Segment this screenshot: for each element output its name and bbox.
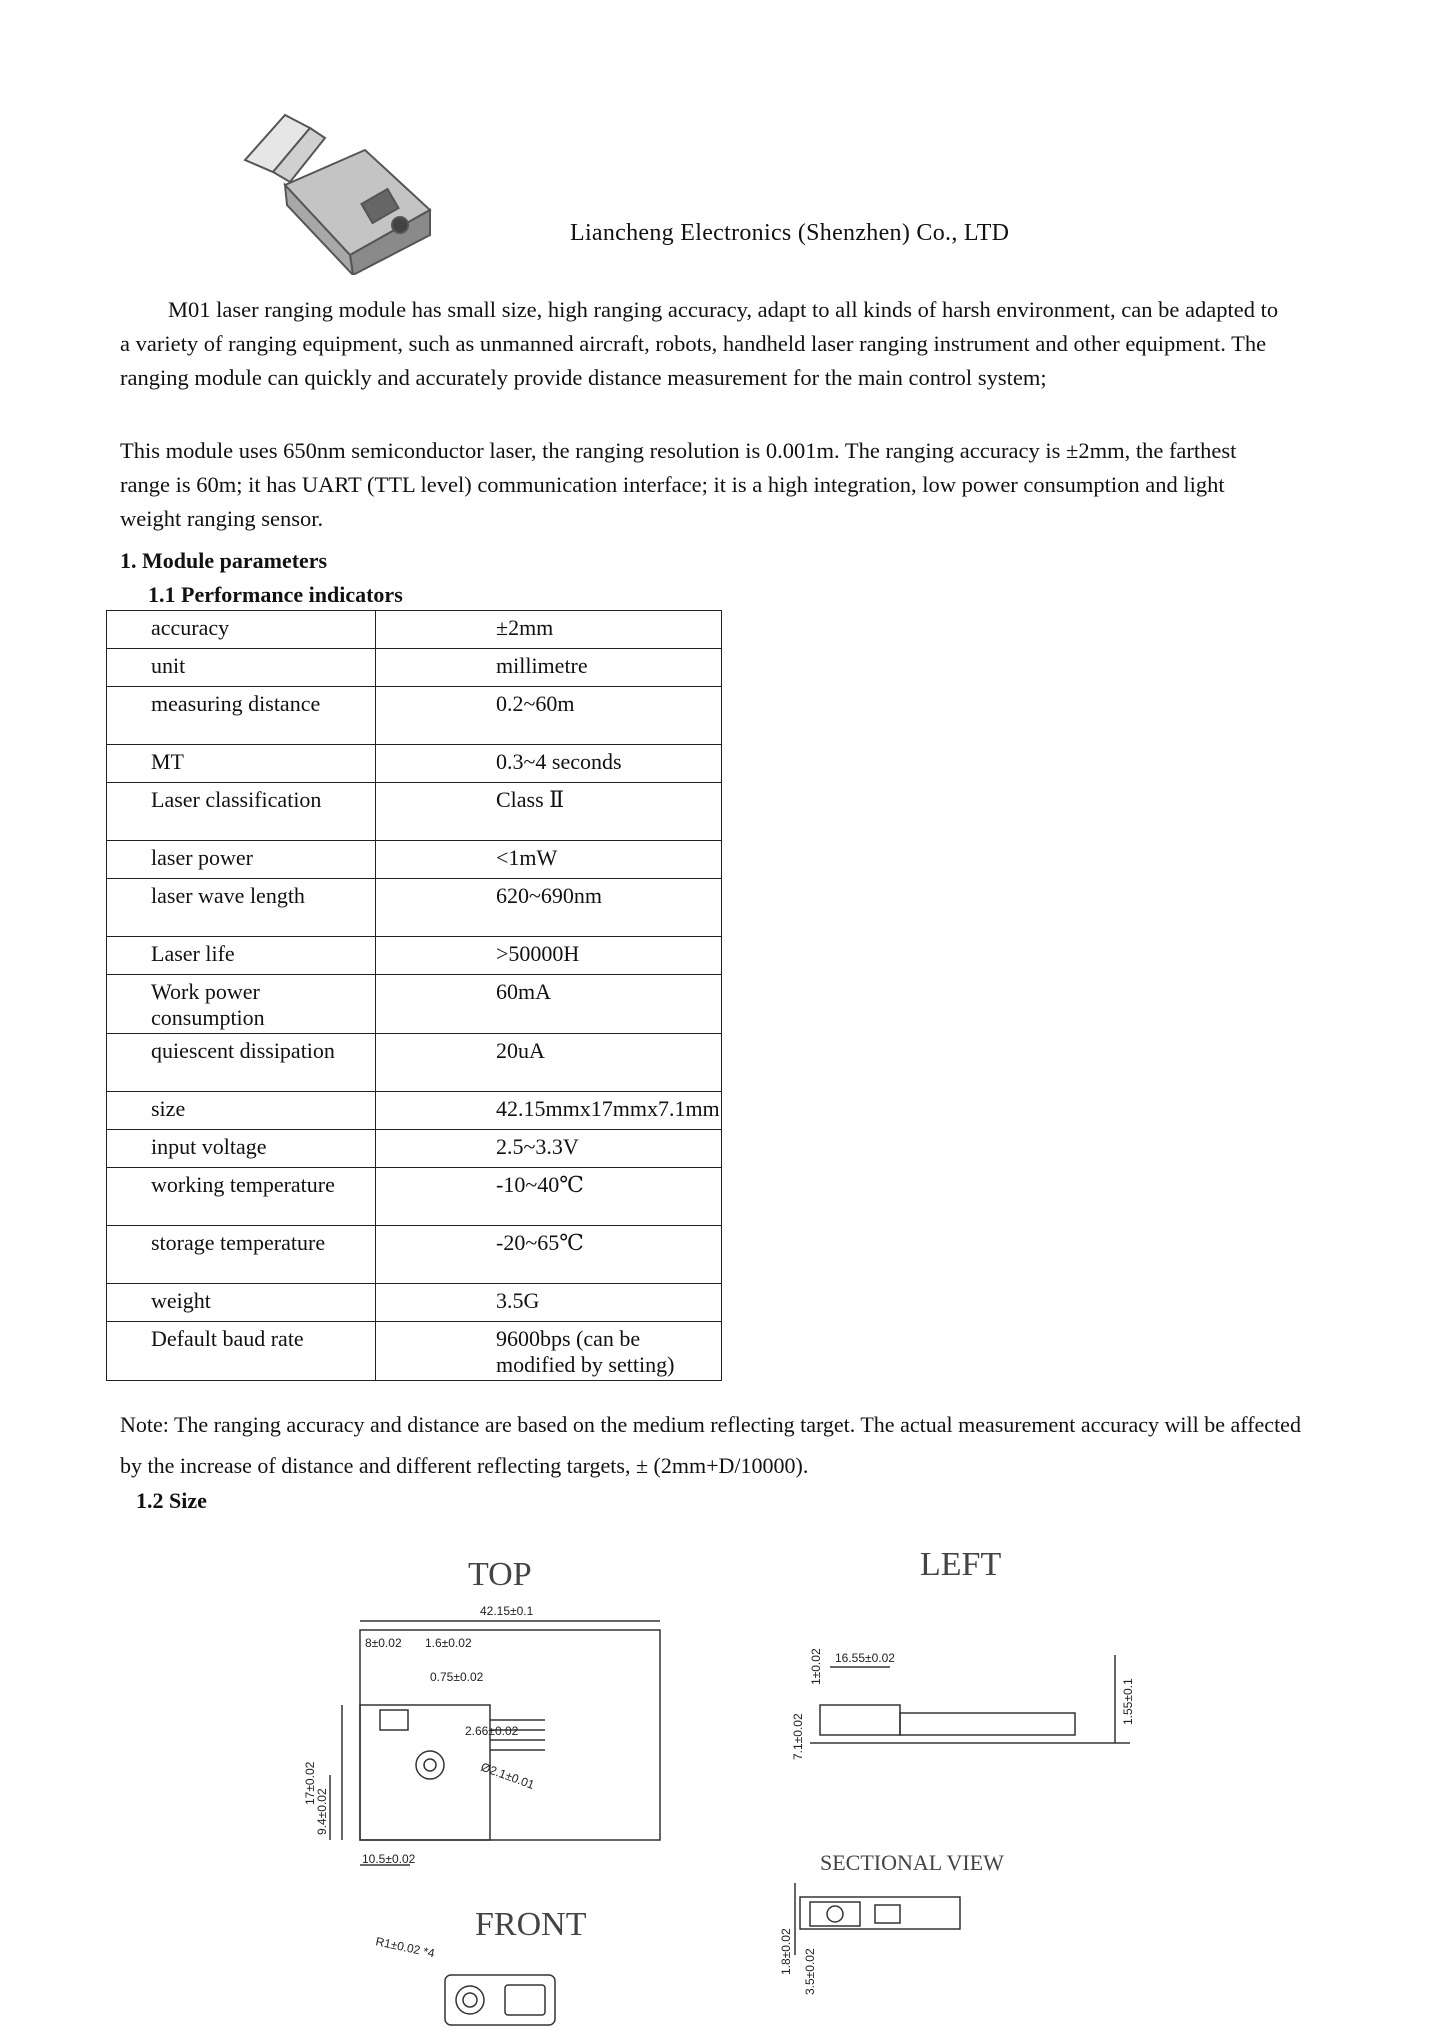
spec-value: 60mA <box>376 975 722 1034</box>
spec-row <box>107 841 722 879</box>
spec-row <box>107 611 722 649</box>
spec-row <box>107 1130 722 1168</box>
intro-paragraph-2: This module uses 650nm semiconductor laser, the ranging resolution is 0.001m. The ranging accuracy is ±2mm, the farthest range is 60m; it has UART (TTL level) communication interface; it is a high integration, low power consumption and light weight ranging sensor. <box>120 438 1237 531</box>
spec-row <box>107 1092 722 1130</box>
spec-value: 3.5G <box>376 1284 722 1322</box>
company-name: Liancheng Electronics (Shenzhen) Co., LTD <box>570 220 1010 246</box>
drawing-title-front: FRONT <box>475 1906 587 1943</box>
dim-top-17: 17±0.02 <box>303 1761 317 1805</box>
dim-top-1-6: 1.6±0.02 <box>425 1636 472 1650</box>
section-heading-performance: 1.1 Performance indicators <box>148 582 403 607</box>
spec-param: quiescent dissipation <box>107 1034 376 1092</box>
dim-front-radius: R1±0.02 *4 <box>374 1934 436 1961</box>
spec-param: Default baud rate <box>107 1322 376 1381</box>
spec-param: MT <box>107 745 376 783</box>
spec-row <box>107 783 722 841</box>
spec-param: unit <box>107 649 376 687</box>
drawing-title-sectional: SECTIONAL VIEW <box>820 1850 1004 1875</box>
spec-row <box>107 975 722 1034</box>
dim-top-9-4: 9.4±0.02 <box>315 1788 329 1835</box>
spec-row <box>107 745 722 783</box>
spec-value: 0.3~4 seconds <box>376 745 722 783</box>
spec-value: 620~690nm <box>376 879 722 937</box>
spec-table <box>106 610 722 1381</box>
spec-param: Laser life <box>107 937 376 975</box>
spec-value: millimetre <box>376 649 722 687</box>
spec-row <box>107 1322 722 1381</box>
spec-param: input voltage <box>107 1130 376 1168</box>
dim-top-8: 8±0.02 <box>365 1636 402 1650</box>
accuracy-note: Note: The ranging accuracy and distance are based on the medium reflecting target. The actual measurement accuracy will be affected by the increase of distance and different reflecting targets, ± (2mm+D/10000). <box>120 1412 1301 1478</box>
spec-row <box>107 649 722 687</box>
spec-row <box>107 1168 722 1226</box>
drawing-title-left: LEFT <box>920 1546 1002 1583</box>
spec-value: 2.5~3.3V <box>376 1130 722 1168</box>
dim-sectional-3-5: 3.5±0.02 <box>803 1948 817 1995</box>
spec-param: Laser classification <box>107 783 376 841</box>
spec-row <box>107 1284 722 1322</box>
spec-param: measuring distance <box>107 687 376 745</box>
dim-top-length: 42.15±0.1 <box>480 1604 534 1618</box>
spec-param: storage temperature <box>107 1226 376 1284</box>
spec-param: laser power <box>107 841 376 879</box>
spec-value: 20uA <box>376 1034 722 1092</box>
spec-row <box>107 1034 722 1092</box>
spec-value: ±2mm <box>376 611 722 649</box>
dimension-drawings <box>290 1535 1160 2035</box>
spec-row <box>107 687 722 745</box>
spec-value: Class Ⅱ <box>376 783 722 841</box>
dim-top-diameter: Ø2.1±0.01 <box>478 1759 537 1792</box>
spec-value: 42.15mmx17mmx7.1mm <box>376 1092 722 1130</box>
section-heading-module-parameters: 1. Module parameters <box>120 548 328 573</box>
spec-row <box>107 937 722 975</box>
drawing-title-top: TOP <box>468 1556 532 1593</box>
spec-value: <1mW <box>376 841 722 879</box>
dim-top-2-66: 2.66±0.02 <box>465 1724 519 1738</box>
spec-row <box>107 1226 722 1284</box>
spec-value: -20~65℃ <box>376 1226 722 1284</box>
spec-param: laser wave length <box>107 879 376 937</box>
dim-left-7-1: 7.1±0.02 <box>791 1713 805 1760</box>
spec-value: -10~40℃ <box>376 1168 722 1226</box>
spec-param: working temperature <box>107 1168 376 1226</box>
spec-param: Work power consumption <box>107 975 376 1034</box>
dim-sectional-1-8: 1.8±0.02 <box>779 1928 793 1975</box>
dim-left-16-55: 16.55±0.02 <box>835 1651 895 1665</box>
spec-row <box>107 879 722 937</box>
dim-top-0-75: 0.75±0.02 <box>430 1670 484 1684</box>
spec-param: size <box>107 1092 376 1130</box>
section-heading-size: 1.2 Size <box>136 1488 207 1513</box>
spec-param: accuracy <box>107 611 376 649</box>
spec-value: >50000H <box>376 937 722 975</box>
dim-top-10-5: 10.5±0.02 <box>362 1852 416 1866</box>
dim-left-1: 1±0.02 <box>809 1648 823 1685</box>
dim-left-1-55: 1.55±0.1 <box>1121 1678 1135 1725</box>
spec-param: weight <box>107 1284 376 1322</box>
spec-value: 0.2~60m <box>376 687 722 745</box>
intro-paragraph-1: M01 laser ranging module has small size, high ranging accuracy, adapt to all kinds of harsh environment, can be adapted to a variety of ranging equipment, such as unmanned aircraft, robots, handheld laser ranging instrument and other equipment. The ranging module can quickly and accurately provide distance measurement for the main control system; <box>120 297 1279 390</box>
laser-module-photo <box>215 100 445 275</box>
spec-value: 9600bps (can be modified by setting) <box>376 1322 722 1381</box>
